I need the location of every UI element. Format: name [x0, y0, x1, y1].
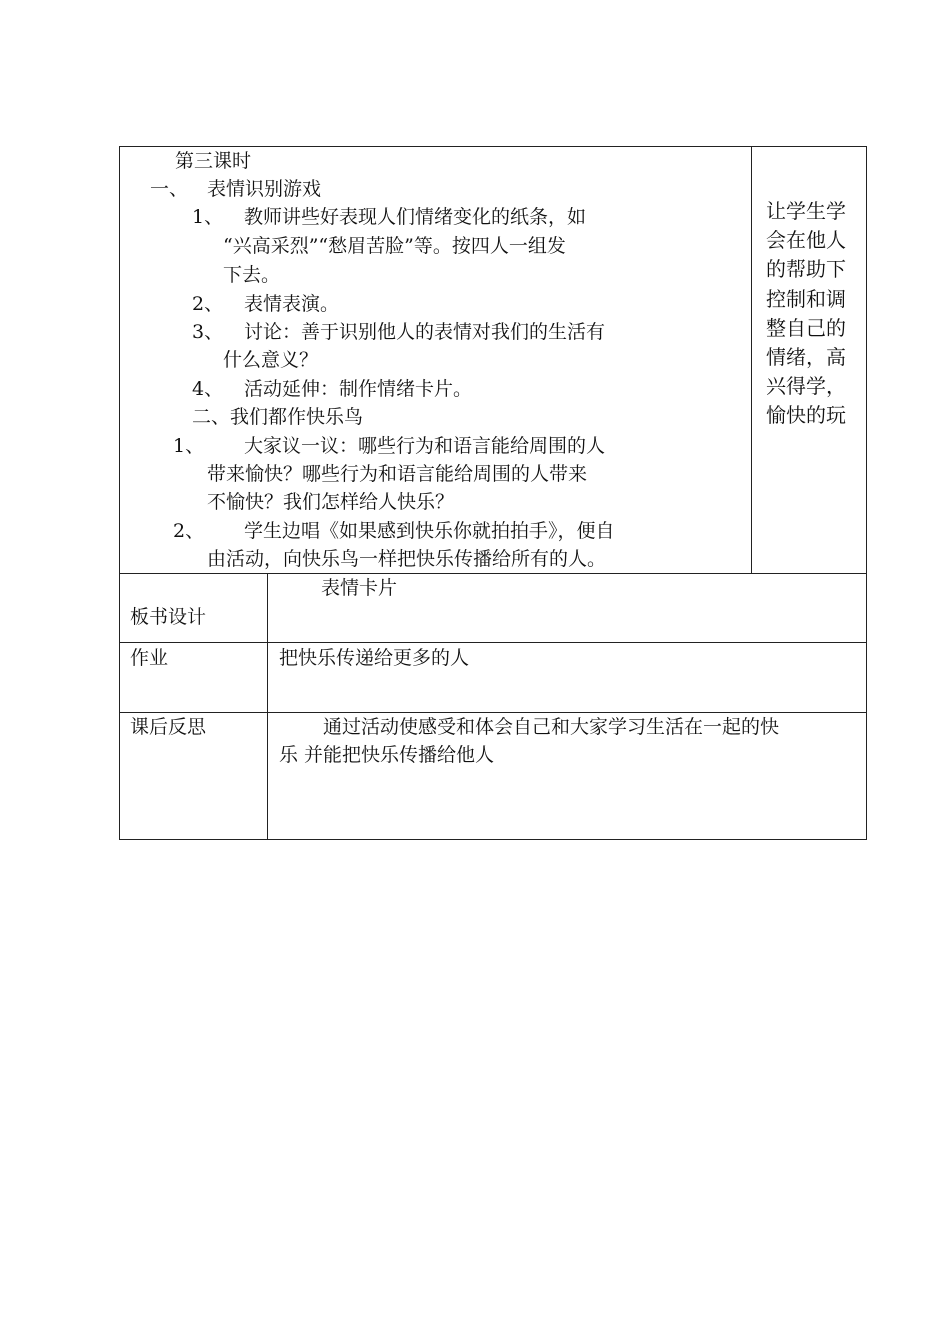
- s1-item1-line1: 教师讲些好表现人们情绪变化的纸条，如: [244, 206, 587, 228]
- s2-item2-line1: 学生边唱《如果感到快乐你就拍拍手》，便自: [244, 520, 615, 542]
- homework-label: 作业: [130, 647, 169, 669]
- s1-item1-number: 1、: [192, 206, 224, 228]
- section1-heading: 表情识别游戏: [207, 178, 322, 200]
- s1-item4-number: 4、: [192, 378, 224, 400]
- s2-item2-line2: 由活动，向快乐鸟一样把快乐传播给所有的人。: [207, 548, 607, 570]
- side-note-line: 情绪，高: [766, 345, 846, 370]
- side-note: [766, 197, 858, 431]
- table-divider-2: [119, 642, 867, 643]
- section1-number: 一、: [150, 178, 189, 200]
- s1-item3-number: 3、: [192, 321, 224, 343]
- lesson-title: 第三课时: [175, 150, 252, 172]
- side-note-line: 让学生学: [766, 199, 846, 223]
- board-design-content: 表情卡片: [321, 577, 398, 599]
- reflection-line2: 乐 并能把快乐传播给他人: [279, 744, 495, 766]
- reflection-label: 课后反思: [130, 716, 207, 738]
- table-divider-1: [119, 573, 867, 574]
- side-note-divider: [751, 146, 752, 573]
- side-note-line: 整自己的: [766, 315, 846, 340]
- s1-item3-line2: 什么意义？: [223, 349, 319, 371]
- s1-item1-line2: “兴高采烈”“愁眉苦脸”等。按四人一组发: [223, 235, 566, 257]
- side-note-line: 控制和调: [766, 286, 846, 311]
- s1-item4-line1: 活动延伸：制作情绪卡片。: [244, 378, 473, 400]
- s1-item3-line1: 讨论：善于识别他人的表情对我们的生活有: [244, 321, 606, 343]
- s1-item1-line3: 下去。: [223, 264, 281, 286]
- homework-content: 把快乐传递给更多的人: [279, 647, 470, 669]
- table-border-left: [119, 146, 120, 840]
- section2-heading: 二、我们都作快乐鸟: [192, 406, 364, 428]
- side-note-line: 会在他人: [766, 228, 846, 253]
- reflection-line1: 通过活动使感受和体会自己和大家学习生活在一起的快: [323, 716, 780, 738]
- side-note-line: 愉快的玩: [766, 403, 846, 428]
- side-note-line: 的帮助下: [766, 257, 846, 282]
- board-design-label: 板书设计: [130, 606, 207, 628]
- s2-item1-number: 1、: [173, 435, 205, 457]
- s1-item2-line1: 表情表演。: [244, 293, 340, 315]
- s2-item1-line2: 带来愉快？哪些行为和语言能给周围的人带来: [207, 463, 588, 485]
- s1-item2-number: 2、: [192, 293, 224, 315]
- table-border-bottom: [119, 839, 867, 840]
- s2-item1-line1: 大家议一议：哪些行为和语言能给周围的人: [244, 435, 606, 457]
- s2-item2-number: 2、: [173, 520, 205, 542]
- s2-item1-line3: 不愉快？我们怎样给人快乐？: [207, 491, 455, 513]
- side-note-line: 兴得学，: [766, 374, 846, 399]
- label-column-divider: [267, 573, 268, 840]
- table-border-right: [866, 146, 867, 840]
